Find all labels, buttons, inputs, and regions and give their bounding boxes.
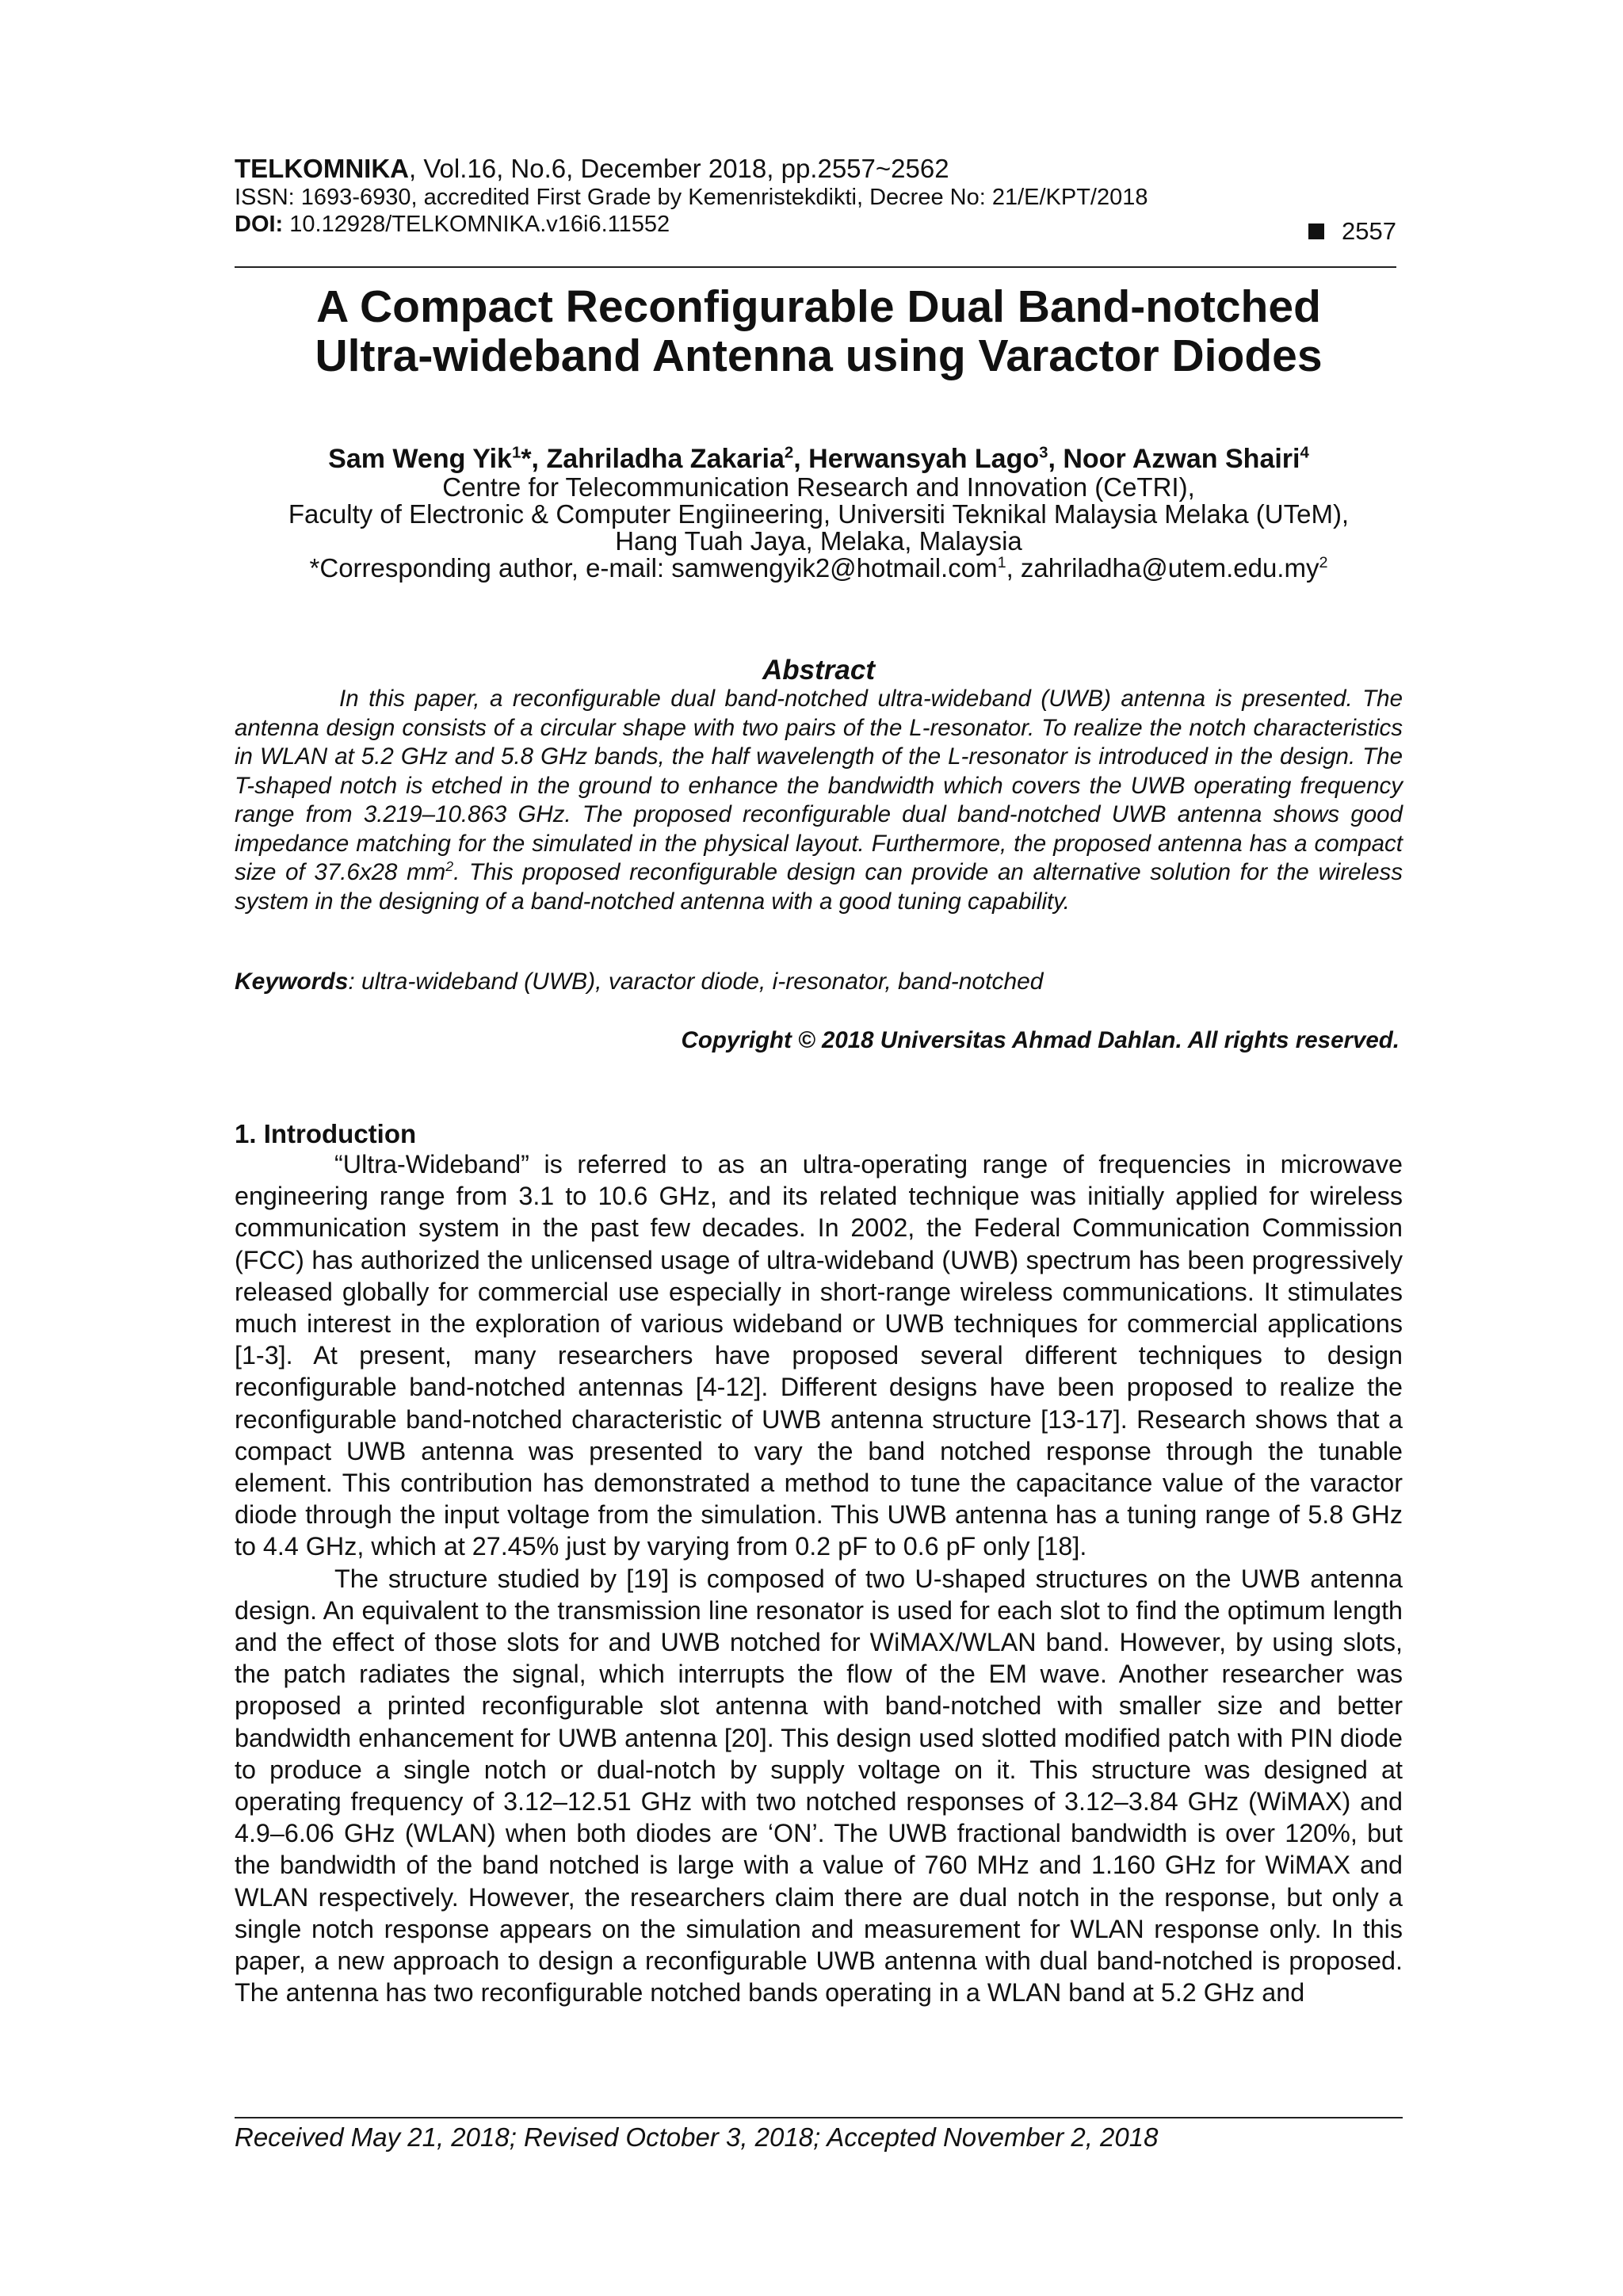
author-1: Sam Weng Yik [328,444,512,474]
intro-paragraph-2: The structure studied by [19] is composed of two U-shaped structures on the UWB antenna design. An equivalent to the transmission line resonator is used for each slot to find the optimum length and the effect of those slots for and UWB notched for WiMAX/WLAN band. However, by using slots, the patch radiates the signal, which interrupts the flow of the EM wave. Another researcher was proposed a printed reconfigurable slot antenna with band-notched with smaller size and better bandwidth enhancement for UWB antenna [20]. This design used slotted modified patch with PIN diode to produce a single notch or dual-notch by supply voltage on it. This structure was designed at operating frequency of 3.12–12.51 GHz with two notched responses of 3.12–3.84 GHz (WiMAX) and 4.9–6.06 GHz (WLAN) when both diodes are ‘ON’. The UWB fractional bandwidth is over 120%, but the bandwidth of the band notched is large with a value of 760 MHz and 1.160 GHz for WiMAX and WLAN respectively. However, the researchers claim there are dual notch in the response, but only a single notch response appears on the simulation and measurement for WLAN response only. In this paper, a new approach to design a reconfigurable UWB antenna with dual band-notched is proposed. The antenna has two reconfigurable notched bands operating in a WLAN band at 5.2 GHz and [235,1564,1403,2008]
running-header [235,154,1403,245]
introduction-body [235,1148,1403,2008]
abstract-heading: Abstract [762,655,875,686]
footer-divider [235,2117,1403,2118]
abstract-body [235,685,1403,916]
author-names [235,444,1403,474]
abstract-sup: 2 [445,858,454,875]
journal-name: TELKOMNIKA [235,154,409,183]
author-3: , Herwansyah Lago [793,444,1040,474]
doi-label: DOI: [235,212,290,237]
page-number-block [1308,217,1396,246]
issn-line [235,184,1403,211]
section-heading-introduction: 1. Introduction [235,1119,417,1148]
abstract-text-end: . This proposed reconfigurable design can provide an alternative solution for the wireless system in the designing of a band-notched antenna with a good tuning capability. [235,859,1403,915]
doi-value: 10.12928/TELKOMNIKA.v16i6.11552 [289,212,670,237]
affiliation-line-3: Hang Tuah Jaya, Melaka, Malaysia [615,526,1022,556]
corresponding-author [235,555,1403,582]
author-2-sup: 2 [784,444,794,462]
copyright-notice: Copyright © 2018 Universitas Ahmad Dahlan. All rights reserved. [681,1027,1400,1053]
affiliation-line-2: Faculty of Electronic & Computer Engiineering, Universiti Teknikal Malaysia Melaka (UTeM), [288,499,1350,529]
author-4: , Noor Azwan Shairi [1048,444,1300,474]
received-dates: Received May 21, 2018; Revised October 3, 2018; Accepted November 2, 2018 [235,2122,1159,2152]
square-bullet-icon [1308,223,1324,239]
abstract-text: In this paper, a reconfigurable dual band-notched ultra-wideband (UWB) antenna is presented. The antenna design consists of a circular shape with two pairs of the L-resonator. To realize the notch characteristics in WLAN at 5.2 GHz and 5.8 GHz bands, the half wavelength of the L-resonator is introduced in the design. The T-shaped notch is etched in the ground to enhance the bandwidth which covers the UWB operating frequency range from 3.219–10.863 GHz. The proposed reconfigurable dual band-notched UWB antenna shows good impedance matching for the simulated in the physical layout. Furthermore, the proposed antenna has a compact size of 37.6x28 mm [235,686,1403,885]
corresponding-email-2: , zahriladha@utem.edu.my [1006,553,1319,583]
corresponding-star: *, [521,444,547,474]
title-line-1: A Compact Reconfigurable Dual Band-notched [316,281,1321,332]
accreditation-text: accredited First Grade by Kemenristekdikti, Decree No: 21/E/KPT/2018 [423,185,1148,210]
keywords-label: Keywords [235,968,349,995]
affiliation-line-1: Centre for Telecommunication Research and Innovation (CeTRI), [442,472,1195,502]
doi-line [235,211,1403,238]
intro-paragraph-1: “Ultra-Wideband” is referred to as an ultra-operating range of frequencies in microwave engineering range from 3.1 to 10.6 GHz, and its related technique was initially applied for wireless communication system in the past few decades. In 2002, the Federal Communication Commission (FCC) has authorized the unlicensed usage of ultra-wideband (UWB) spectrum has been progressively released globally for commercial use especially in short-range wireless communications. It stimulates much interest in the exploration of various wideband or UWB techniques for commercial applications [1-3]. At present, many researchers have proposed several different techniques to design reconfigurable band-notched antennas [4-12]. Different designs have been proposed to realize the reconfigurable band-notched characteristic of UWB antenna structure [13-17]. Research shows that a compact UWB antenna was presented to vary the band notched response through the tunable element. This contribution has demonstrated a method to tune the capacitance value of the varactor diode through the input voltage from the simulation. This UWB antenna has a tuning range of 5.8 GHz to 4.4 GHz, which at 27.45% just by varying from 0.2 pF to 0.6 pF only [18]. [235,1150,1403,1561]
author-block [235,444,1403,582]
issn-label: ISSN: 1693-6930, [235,185,424,210]
author-4-sup: 4 [1300,444,1309,462]
author-3-sup: 3 [1039,444,1048,462]
title-line-2: Ultra-wideband Antenna using Varactor Diodes [315,330,1323,381]
paper-title [235,282,1403,380]
journal-volume: , Vol.16, No.6, December 2018, pp.2557~2562 [408,154,949,183]
author-2: Zahriladha Zakaria [546,444,785,474]
page-number: 2557 [1342,217,1396,245]
keywords-text: : ultra-wideband (UWB), varactor diode, i-resonator, band-notched [348,968,1044,995]
corr-sup-1: 1 [997,554,1006,571]
corresponding-email-1: *Corresponding author, e-mail: samwengyik2@hotmail.com [309,553,998,583]
header-divider [235,266,1396,268]
keywords [235,968,1403,995]
author-1-sup: 1 [511,444,521,462]
journal-citation [235,154,1403,184]
corr-sup-2: 2 [1319,554,1328,571]
